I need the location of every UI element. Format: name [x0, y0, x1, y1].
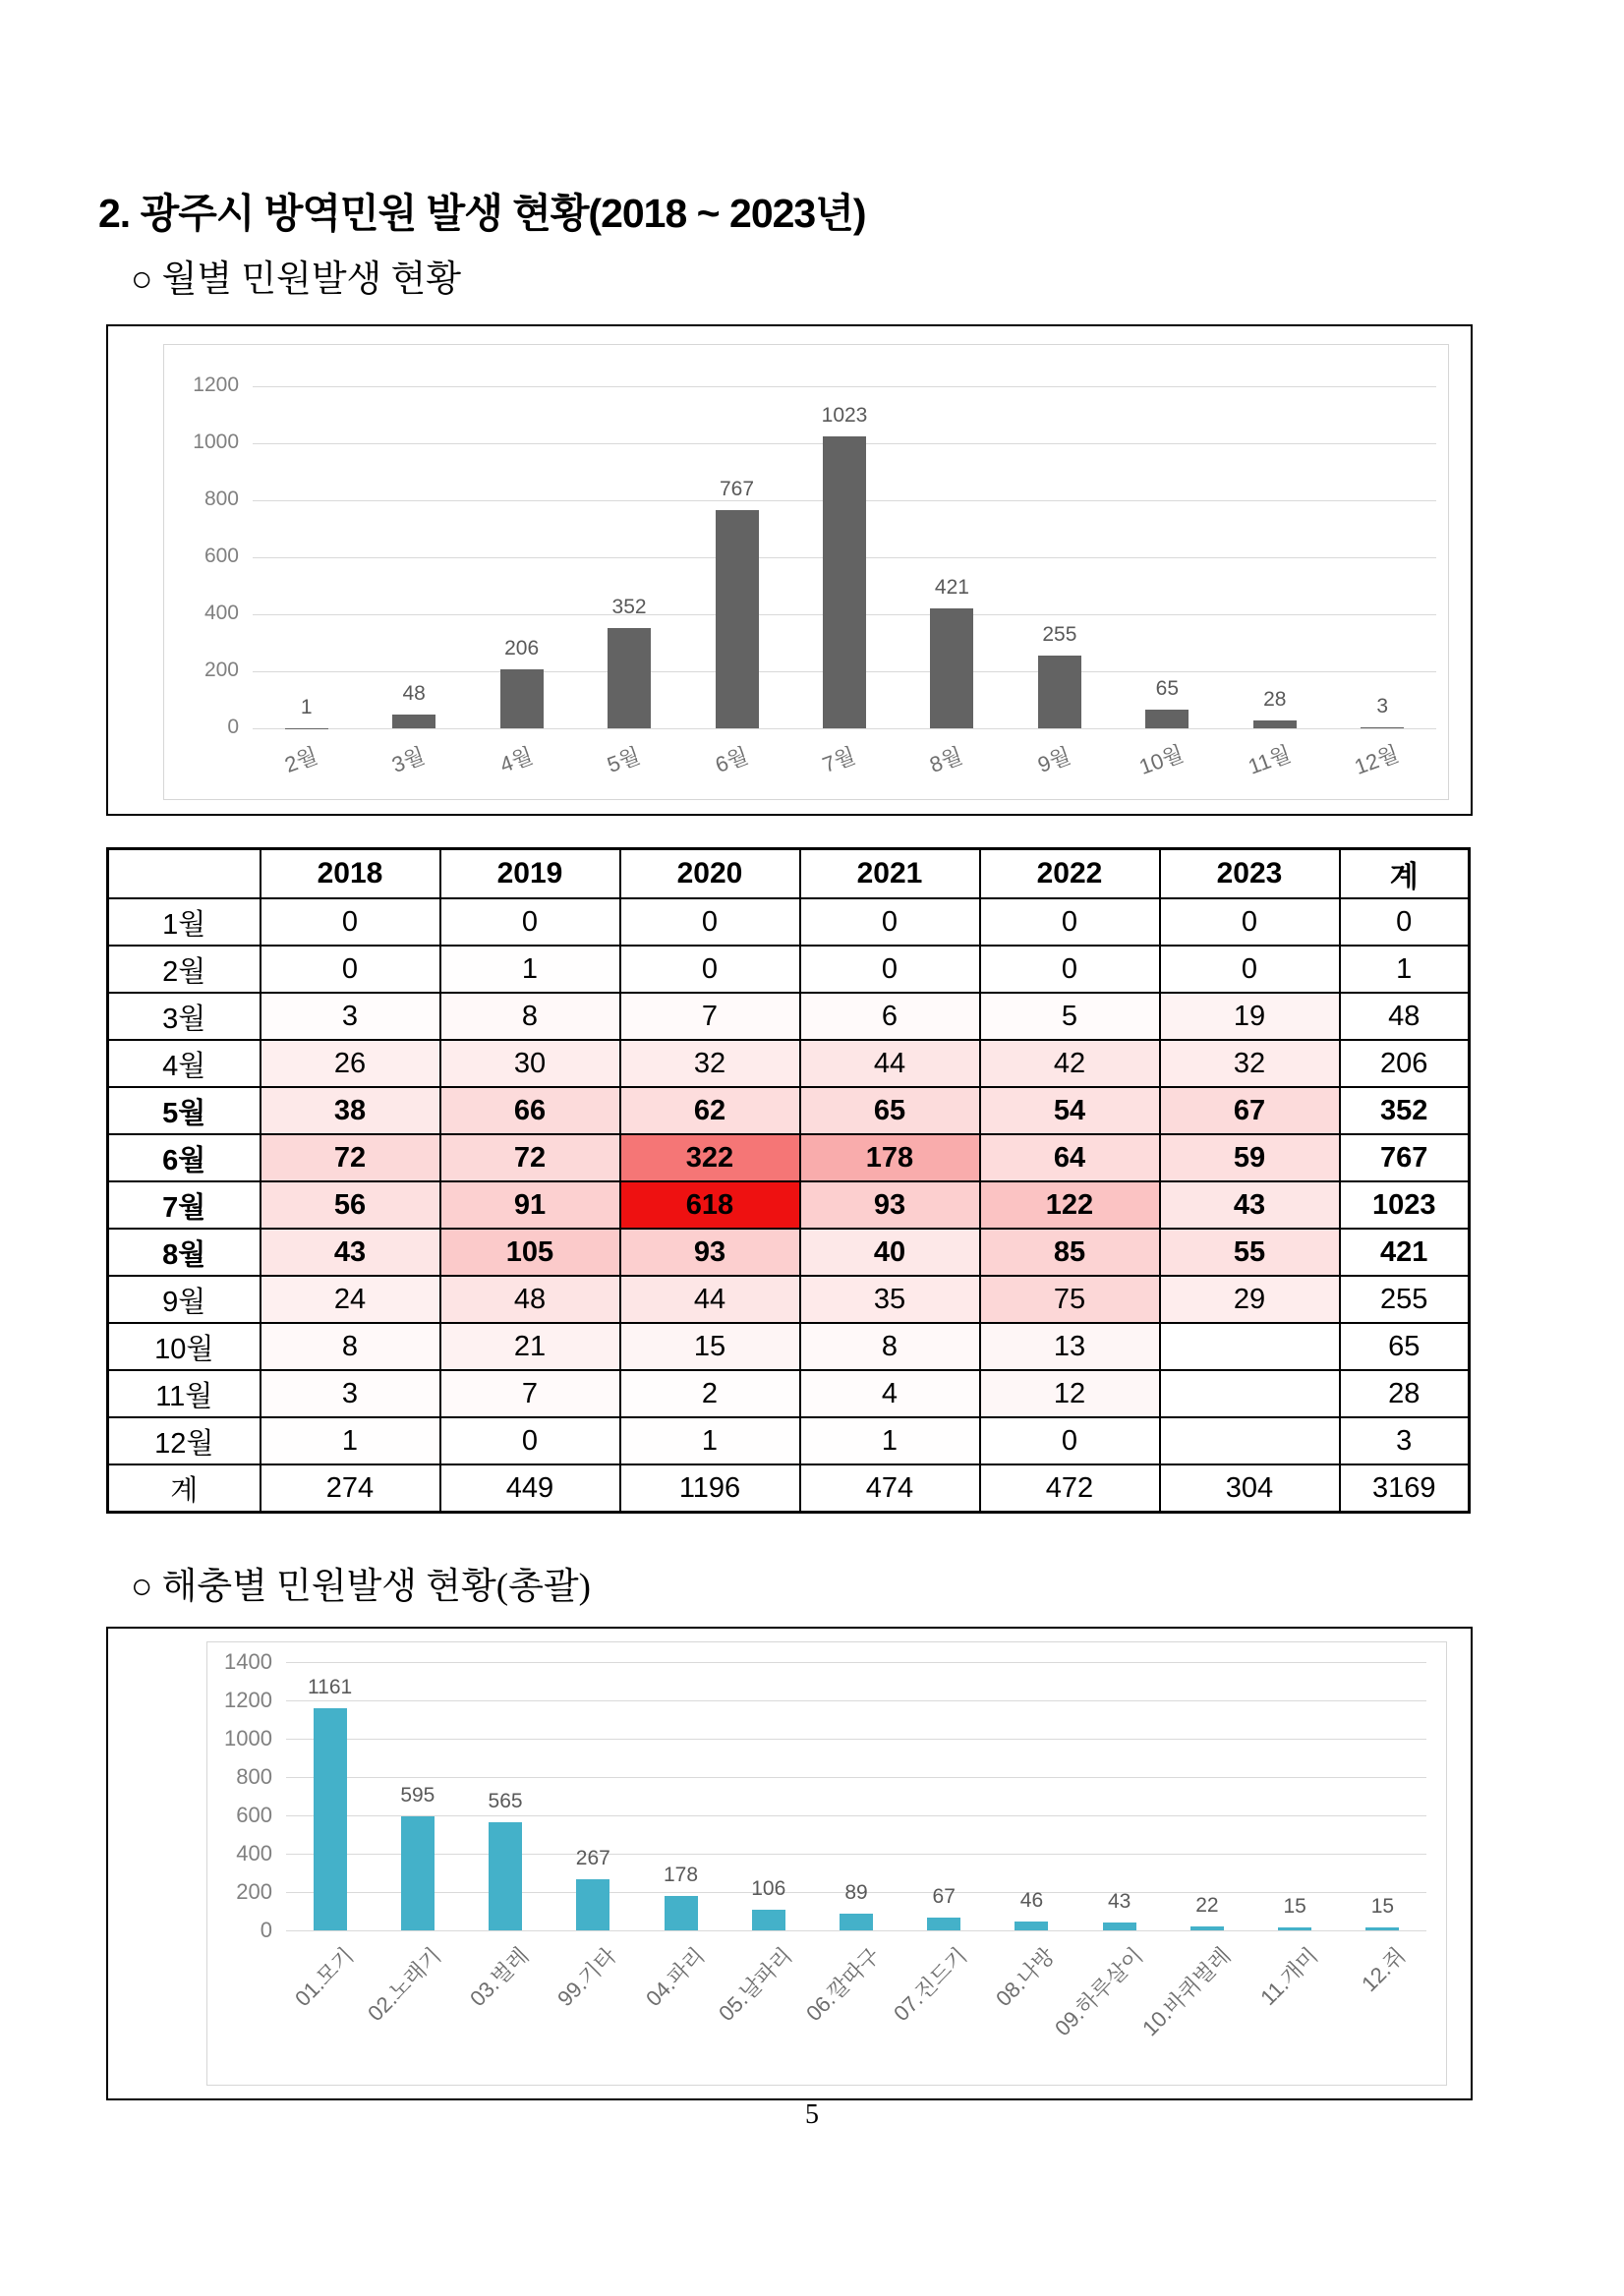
bar: [1278, 1927, 1311, 1930]
y-axis-tick-label: 0: [227, 716, 239, 739]
table-header-cell: [108, 849, 261, 899]
bar-value-label: 89: [844, 1880, 868, 1904]
y-axis-tick-label: 600: [203, 545, 239, 568]
table-value-cell: 0: [980, 946, 1160, 993]
bar-value-label: 15: [1370, 1895, 1395, 1919]
table-month-cell: 계: [108, 1464, 261, 1513]
table-value-cell: 85: [980, 1229, 1160, 1276]
bar: [401, 1816, 435, 1930]
bar-value-label: 1023: [821, 404, 868, 428]
table-value-cell: 15: [620, 1323, 800, 1370]
table-value-cell: 178: [800, 1134, 980, 1181]
table-value-cell: 42: [980, 1040, 1160, 1087]
bar-value-label: 67: [932, 1884, 956, 1908]
x-axis-label: 04.파리: [640, 1942, 710, 2012]
bar: [665, 1896, 698, 1930]
table-value-cell: 0: [440, 898, 620, 946]
table-value-cell: 0: [980, 1417, 1160, 1464]
table-value-cell: 59: [1160, 1134, 1340, 1181]
table-value-cell: 0: [1160, 946, 1340, 993]
table-value-cell: 1196: [620, 1464, 800, 1513]
table-value-cell: 0: [440, 1417, 620, 1464]
x-axis-label: 11월: [1245, 741, 1295, 779]
table-value-cell: 105: [440, 1229, 620, 1276]
bar: [1145, 710, 1189, 728]
y-axis-tick-label: 200: [236, 1878, 272, 1904]
gridline: [253, 728, 1436, 729]
table-value-cell: 8: [261, 1323, 440, 1370]
table-value-cell: 0: [980, 898, 1160, 946]
gridline: [286, 1700, 1426, 1701]
bar-value-label: 1161: [308, 1675, 353, 1698]
table-value-cell: 55: [1160, 1229, 1340, 1276]
chart-plot-area: [206, 1641, 1447, 2086]
table-value-cell: 75: [980, 1276, 1160, 1323]
table-row: [108, 1370, 1470, 1417]
table-value-cell: 8: [440, 993, 620, 1040]
table-value-cell: 91: [440, 1181, 620, 1229]
table-value-cell: 66: [440, 1087, 620, 1134]
table-value-cell: 1: [440, 946, 620, 993]
table-value-cell: 0: [620, 898, 800, 946]
table-month-cell: 3월: [108, 993, 261, 1040]
table-value-cell: 1: [620, 1417, 800, 1464]
table-body: [108, 898, 1470, 1513]
table-header-cell: 2018: [261, 849, 440, 899]
y-axis-tick-label: 1000: [193, 430, 239, 454]
table-value-cell: 12: [980, 1370, 1160, 1417]
table-total-cell: 3: [1340, 1417, 1470, 1464]
table-value-cell: 0: [261, 898, 440, 946]
x-axis-label: 11.개미: [1255, 1942, 1323, 2011]
table-total-cell: 1: [1340, 946, 1470, 993]
table-header-cell: 2020: [620, 849, 800, 899]
bar: [576, 1879, 609, 1930]
table-row: [108, 1464, 1470, 1513]
bar: [608, 628, 651, 728]
table-row: [108, 898, 1470, 946]
table-header-cell: 2021: [800, 849, 980, 899]
section-monthly-heading: ○ 월별 민원발생 현황: [131, 259, 462, 300]
table-row: [108, 993, 1470, 1040]
table-month-cell: 1월: [108, 898, 261, 946]
monthly-complaints-chart: [106, 324, 1473, 816]
table-value-cell: 21: [440, 1323, 620, 1370]
bar-value-label: 65: [1155, 677, 1180, 701]
table-month-cell: 7월: [108, 1181, 261, 1229]
table-row: [108, 1323, 1470, 1370]
table-row: [108, 946, 1470, 993]
bar-value-label: 565: [488, 1789, 523, 1812]
table-total-cell: 28: [1340, 1370, 1470, 1417]
table-value-cell: 618: [620, 1181, 800, 1229]
bar: [930, 608, 973, 728]
table-value-cell: 64: [980, 1134, 1160, 1181]
bar: [392, 715, 435, 728]
table-value-cell: 35: [800, 1276, 980, 1323]
table-month-cell: 5월: [108, 1087, 261, 1134]
bar: [314, 1708, 347, 1930]
table-value-cell: 43: [1160, 1181, 1340, 1229]
x-axis-label: 05.날파리: [713, 1942, 797, 2027]
table-value-cell: 13: [980, 1323, 1160, 1370]
table-row: [108, 1087, 1470, 1134]
bar-value-label: 1: [300, 695, 313, 718]
table-value-cell: 62: [620, 1087, 800, 1134]
x-axis-label: 12월: [1351, 740, 1403, 780]
y-axis-tick-label: 0: [260, 1917, 272, 1942]
table-value-cell: 56: [261, 1181, 440, 1229]
table-value-cell: 304: [1160, 1464, 1340, 1513]
table-value-cell: 474: [800, 1464, 980, 1513]
table-total-cell: 65: [1340, 1323, 1470, 1370]
gridline: [286, 1815, 1426, 1816]
table-value-cell: 6: [800, 993, 980, 1040]
table-value-cell: 48: [440, 1276, 620, 1323]
table-row: [108, 1181, 1470, 1229]
x-axis-label: 10.바퀴벌레: [1137, 1942, 1236, 2041]
table-value-cell: 3: [261, 1370, 440, 1417]
table-value-cell: 0: [800, 946, 980, 993]
table-total-cell: 767: [1340, 1134, 1470, 1181]
table-value-cell: 122: [980, 1181, 1160, 1229]
y-axis-tick-label: 1000: [224, 1725, 272, 1751]
x-axis-label: 08.나방: [991, 1942, 1060, 2012]
bar: [500, 669, 544, 728]
bar-value-label: 352: [611, 595, 647, 618]
table-month-cell: 9월: [108, 1276, 261, 1323]
table-value-cell: 5: [980, 993, 1160, 1040]
gridline: [286, 1854, 1426, 1855]
table-value-cell: 43: [261, 1229, 440, 1276]
table-value-cell: 322: [620, 1134, 800, 1181]
table-row: [108, 1417, 1470, 1464]
x-axis-label: 07.진드기: [889, 1942, 972, 2027]
table-value-cell: 44: [620, 1276, 800, 1323]
x-axis-label: 6월: [711, 742, 751, 777]
table-head: [108, 849, 1470, 899]
x-axis-label: 99.기타: [552, 1942, 621, 2012]
table-value-cell: 38: [261, 1087, 440, 1134]
x-axis-label: 2월: [281, 742, 321, 777]
gridline: [286, 1662, 1426, 1663]
table-value-cell: 7: [620, 993, 800, 1040]
bar: [752, 1910, 785, 1930]
bar: [716, 510, 759, 728]
table-total-cell: 352: [1340, 1087, 1470, 1134]
y-axis-tick-label: 600: [236, 1802, 272, 1827]
bar: [927, 1918, 960, 1930]
bar: [823, 436, 866, 728]
table-month-cell: 8월: [108, 1229, 261, 1276]
y-axis-tick-label: 400: [236, 1840, 272, 1866]
table-value-cell: 40: [800, 1229, 980, 1276]
table-value-cell: 472: [980, 1464, 1160, 1513]
x-axis-label: 01.모기: [289, 1942, 359, 2012]
table-value-cell: 19: [1160, 993, 1340, 1040]
table-value-cell: 2: [620, 1370, 800, 1417]
table-header-cell: 2022: [980, 849, 1160, 899]
table-value-cell: 72: [261, 1134, 440, 1181]
bar-value-label: 28: [1263, 687, 1287, 711]
bar-value-label: 267: [575, 1846, 610, 1869]
bar: [1365, 1927, 1399, 1930]
bar: [1190, 1926, 1224, 1930]
bar-value-label: 48: [402, 682, 426, 706]
bar-value-label: 46: [1019, 1889, 1044, 1913]
table-total-cell: 48: [1340, 993, 1470, 1040]
bar-value-label: 206: [504, 637, 540, 660]
pest-complaints-chart: [106, 1627, 1473, 2100]
bar-value-label: 15: [1283, 1895, 1306, 1919]
bar-value-label: 3: [1376, 695, 1389, 718]
bar: [1103, 1923, 1136, 1930]
gridline: [286, 1777, 1426, 1778]
table-value-cell: 93: [800, 1181, 980, 1229]
bar-value-label: 595: [400, 1783, 435, 1807]
bar-value-label: 22: [1195, 1893, 1219, 1917]
table-value-cell: 26: [261, 1040, 440, 1087]
table-total-cell: 0: [1340, 898, 1470, 946]
table-month-cell: 6월: [108, 1134, 261, 1181]
gridline: [253, 386, 1436, 387]
x-axis-label: 09.하루살이: [1049, 1942, 1148, 2041]
chart-plot-area: [163, 344, 1449, 800]
table-row: [108, 1276, 1470, 1323]
table-value-cell: 44: [800, 1040, 980, 1087]
table-value-cell: 1: [800, 1417, 980, 1464]
table-value-cell: 8: [800, 1323, 980, 1370]
table-month-cell: 4월: [108, 1040, 261, 1087]
bar-value-label: 43: [1108, 1889, 1131, 1913]
table-value-cell: [1160, 1370, 1340, 1417]
table-value-cell: 449: [440, 1464, 620, 1513]
table-value-cell: 29: [1160, 1276, 1340, 1323]
table-value-cell: 24: [261, 1276, 440, 1323]
table-value-cell: 4: [800, 1370, 980, 1417]
y-axis-tick-label: 1200: [224, 1687, 272, 1712]
x-axis-label: 10월: [1135, 740, 1188, 780]
table-header-cell: 2023: [1160, 849, 1340, 899]
table-value-cell: 7: [440, 1370, 620, 1417]
x-axis-label: 06.깔따구: [801, 1942, 885, 2027]
y-axis-tick-label: 800: [203, 488, 239, 511]
table-value-cell: 32: [620, 1040, 800, 1087]
gridline: [286, 1739, 1426, 1740]
gridline: [286, 1930, 1426, 1931]
table-value-cell: 93: [620, 1229, 800, 1276]
x-axis-label: 8월: [926, 742, 966, 777]
y-axis-tick-label: 800: [236, 1763, 272, 1789]
section-pest-heading: ○ 해충별 민원발생 현황(총괄): [131, 1567, 591, 1607]
x-axis-label: 9월: [1034, 742, 1074, 777]
table-header-cell: 2019: [440, 849, 620, 899]
table-total-cell: 3169: [1340, 1464, 1470, 1513]
page-number: 5: [805, 2099, 819, 2130]
bar: [1361, 727, 1404, 728]
x-axis-label: 03.벌레: [465, 1942, 534, 2012]
table-row: [108, 1040, 1470, 1087]
table-value-cell: 1: [261, 1417, 440, 1464]
y-axis-tick-label: 1400: [224, 1648, 272, 1674]
table-row: [108, 1134, 1470, 1181]
table-value-cell: 0: [1160, 898, 1340, 946]
table-value-cell: 0: [800, 898, 980, 946]
bar-value-label: 106: [751, 1877, 786, 1901]
table-value-cell: 67: [1160, 1087, 1340, 1134]
x-axis-label: 12.쥐: [1357, 1942, 1411, 1997]
bar-value-label: 178: [664, 1864, 699, 1887]
table-total-cell: 1023: [1340, 1181, 1470, 1229]
bar: [489, 1822, 522, 1930]
table-total-cell: 421: [1340, 1229, 1470, 1276]
table-value-cell: 65: [800, 1087, 980, 1134]
bar-value-label: 421: [934, 575, 969, 599]
table-value-cell: 32: [1160, 1040, 1340, 1087]
x-axis-label: 3월: [388, 742, 429, 777]
table-month-cell: 11월: [108, 1370, 261, 1417]
table-value-cell: 0: [261, 946, 440, 993]
table-value-cell: 30: [440, 1040, 620, 1087]
table-header-row: [108, 849, 1470, 899]
y-axis-tick-label: 400: [203, 602, 239, 625]
table-value-cell: 72: [440, 1134, 620, 1181]
table-row: [108, 1229, 1470, 1276]
bar: [840, 1914, 873, 1930]
bar-value-label: 255: [1042, 623, 1077, 647]
bar: [1038, 656, 1081, 728]
page-title: 2. 광주시 방역민원 발생 현황(2018 ~ 2023년): [98, 191, 866, 236]
table-month-cell: 10월: [108, 1323, 261, 1370]
table-value-cell: 3: [261, 993, 440, 1040]
table-month-cell: 2월: [108, 946, 261, 993]
x-axis-label: 02.노래기: [362, 1942, 446, 2027]
table-value-cell: 274: [261, 1464, 440, 1513]
y-axis-tick-label: 1200: [193, 373, 239, 397]
table-value-cell: [1160, 1323, 1340, 1370]
table-value-cell: [1160, 1417, 1340, 1464]
x-axis-label: 4월: [495, 742, 536, 777]
bar: [1015, 1922, 1048, 1930]
bar-value-label: 767: [720, 477, 755, 500]
table-header-cell: 계: [1340, 849, 1470, 899]
x-axis-label: 5월: [604, 742, 644, 777]
table-value-cell: 54: [980, 1087, 1160, 1134]
x-axis-label: 7월: [819, 742, 859, 777]
table-month-cell: 12월: [108, 1417, 261, 1464]
table-total-cell: 206: [1340, 1040, 1470, 1087]
table-total-cell: 255: [1340, 1276, 1470, 1323]
table-value-cell: 0: [620, 946, 800, 993]
bar: [1253, 720, 1297, 728]
monthly-by-year-table: [106, 847, 1471, 1514]
y-axis-tick-label: 200: [203, 659, 239, 682]
